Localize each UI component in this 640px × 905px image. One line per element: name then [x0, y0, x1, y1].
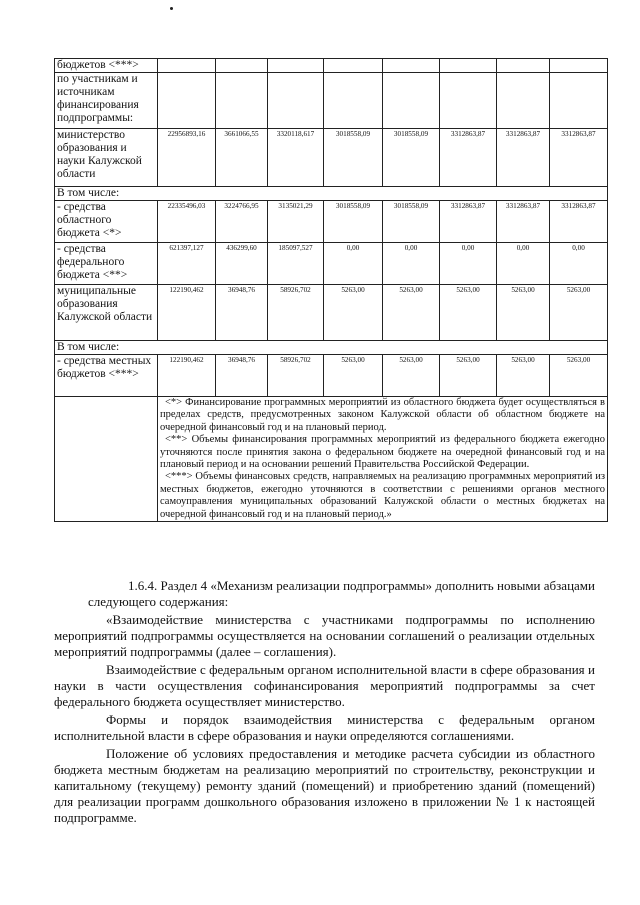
- footnotes: [158, 397, 608, 522]
- table-cell: 22956893,16: [158, 129, 216, 187]
- table-row: [55, 243, 608, 285]
- table-cell: 3018558,09: [324, 129, 383, 187]
- table-cell: 5263,00: [324, 285, 383, 341]
- row-label: В том числе:: [55, 341, 608, 355]
- table-cell: 58926,702: [268, 285, 324, 341]
- table-cell: 5263,00: [440, 355, 497, 397]
- table-cell: 3320118,617: [268, 129, 324, 187]
- table-row: [55, 285, 608, 341]
- table-cell: [216, 73, 268, 129]
- table-cell: [268, 59, 324, 73]
- table-cell: 0,00: [324, 243, 383, 285]
- table-row: [55, 73, 608, 129]
- table-cell: 3224766,95: [216, 201, 268, 243]
- table-cell: 621397,127: [158, 243, 216, 285]
- table-cell: 5263,00: [497, 285, 550, 341]
- table-cell: 5263,00: [383, 355, 440, 397]
- table-cell: [440, 59, 497, 73]
- table-cell: 3312863,87: [497, 129, 550, 187]
- paragraph-forms: Формы и порядок взаимодействия министерства с федеральным органом исполнительной власти в сфере образования и науки определяются соглашениями.: [54, 712, 595, 743]
- table-cell: 22335496,03: [158, 201, 216, 243]
- table-cell: 5263,00: [324, 355, 383, 397]
- table-cell: [550, 59, 608, 73]
- row-label: - средства областного бюджета <*>: [55, 201, 158, 243]
- table-cell: [158, 73, 216, 129]
- paragraph-interaction: «Взаимодействие министерства с участниками подпрограммы по исполнению мероприятий подпрограммы осуществляется на основании соглашений о реализации отдельных мероприятий подпрограммы (далее – соглашения).: [54, 612, 595, 659]
- table-row: [55, 187, 608, 201]
- table-cell: 5263,00: [550, 285, 608, 341]
- row-label: бюджетов <***>: [55, 59, 158, 73]
- paragraph-federal: Взаимодействие с федеральным органом исполнительной власти в сфере образования и науки в части осуществления софинансирования мероприятий подпрограммы за счет федерального бюджета осуществляет министерство.: [54, 662, 595, 709]
- table-cell: [440, 73, 497, 129]
- table-cell: 436299,60: [216, 243, 268, 285]
- financing-table: [54, 58, 608, 522]
- table-cell: [383, 59, 440, 73]
- table-cell: 0,00: [440, 243, 497, 285]
- table-cell: 0,00: [383, 243, 440, 285]
- table-row: [55, 341, 608, 355]
- scan-dot: [170, 7, 173, 10]
- table-row: [55, 201, 608, 243]
- table-row: [55, 355, 608, 397]
- table-cell: 5263,00: [550, 355, 608, 397]
- row-label: муниципальные образования Калужской области: [55, 285, 158, 341]
- row-label: - средства местных бюджетов <***>: [55, 355, 158, 397]
- row-label: В том числе:: [55, 187, 608, 201]
- footnote: <***> Объемы финансовых средств, направляемых на реализацию программных мероприятий из местных бюджетов, ежегодно уточняются в соответствии с решениями органов местного самоуправления муниципальных образований Калужской области о местных бюджетах на очередной финансовый год и на плановый период.»: [160, 471, 605, 520]
- notes-empty-cell: [55, 397, 158, 522]
- table-cell: 3018558,09: [324, 201, 383, 243]
- table-cell: 3312863,87: [440, 129, 497, 187]
- footnote: <*> Финансирование программных мероприятий из областного бюджета будет осуществляться в пределах средств, предусмотренных законом Калужской области об областном бюджете на очередной финансовый год и на плановый период.: [160, 397, 605, 433]
- table-cell: 3312863,87: [550, 201, 608, 243]
- table-cell: 5263,00: [440, 285, 497, 341]
- table-cell: 185097,527: [268, 243, 324, 285]
- row-label: министерство образования и науки Калужской области: [55, 129, 158, 187]
- table-cell: 5263,00: [383, 285, 440, 341]
- table-row: [55, 129, 608, 187]
- table-cell: 3018558,09: [383, 201, 440, 243]
- table-cell: 0,00: [497, 243, 550, 285]
- table-row: [55, 59, 608, 73]
- paragraph-1-6-4: 1.6.4. Раздел 4 «Механизм реализации подпрограммы» дополнить новыми абзацами следующего содержания:: [88, 578, 595, 609]
- table-cell: [216, 59, 268, 73]
- row-label: - средства федерального бюджета <**>: [55, 243, 158, 285]
- table-cell: 3312863,87: [497, 201, 550, 243]
- table-cell: 3661066,55: [216, 129, 268, 187]
- table-cell: [550, 73, 608, 129]
- table-cell: 3312863,87: [550, 129, 608, 187]
- table-cell: [324, 73, 383, 129]
- table-cell: [268, 73, 324, 129]
- table-cell: 122190,462: [158, 285, 216, 341]
- table-cell: 58926,702: [268, 355, 324, 397]
- body-text: [54, 578, 595, 828]
- paragraph-regulation: Положение об условиях предоставления и методике расчета субсидии из областного бюджета местным бюджетам на реализацию мероприятий по строительству, реконструкции и капитальному (текущему) ремонту зданий (помещений) и приобретению зданий (помещений) для реализации программ дошкольного образования изложено в приложении № 1 к настоящей подпрограмме.: [54, 746, 595, 825]
- notes-row: [55, 397, 608, 522]
- table-cell: [497, 73, 550, 129]
- table-cell: 3312863,87: [440, 201, 497, 243]
- table-cell: [383, 73, 440, 129]
- table-cell: 3135021,29: [268, 201, 324, 243]
- footnote: <**> Объемы финансирования программных мероприятий из федерального бюджета ежегодно уточняются после принятия закона о федеральном бюджете на очередной финансовый год и на плановый период и на основании решений Правительства Российской Федерации.: [160, 434, 605, 471]
- table-cell: 0,00: [550, 243, 608, 285]
- table-cell: 36948,76: [216, 285, 268, 341]
- table-cell: [158, 59, 216, 73]
- table-cell: [324, 59, 383, 73]
- table-cell: 122190,462: [158, 355, 216, 397]
- row-label: по участникам и источникам финансирования подпрограммы:: [55, 73, 158, 129]
- table-cell: 5263,00: [497, 355, 550, 397]
- table-cell: 3018558,09: [383, 129, 440, 187]
- table-cell: [497, 59, 550, 73]
- table-cell: 36948,76: [216, 355, 268, 397]
